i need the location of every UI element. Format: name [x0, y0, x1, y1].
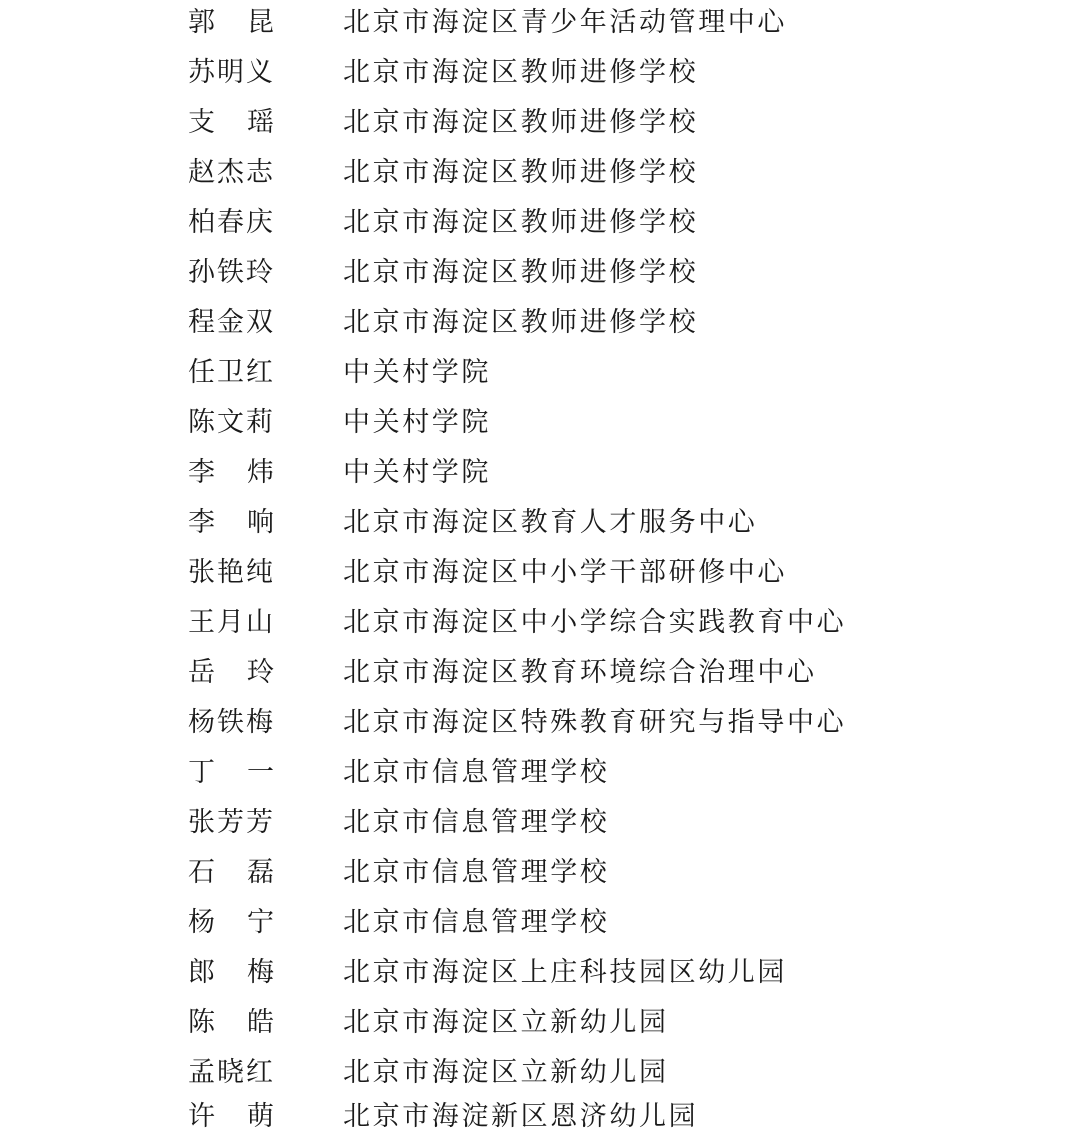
person-name: 任卫红 — [188, 357, 275, 388]
list-item — [0, 50, 1080, 100]
person-name: 苏明义 — [188, 57, 275, 88]
organization: 北京市海淀区教育人才服务中心 — [343, 507, 758, 538]
name-char: 支 — [188, 107, 215, 138]
person-name — [188, 953, 274, 993]
name-char: 磊 — [247, 857, 274, 888]
list-item — [0, 750, 1080, 800]
list-item — [0, 0, 1080, 50]
organization: 北京市海淀区中小学干部研修中心 — [343, 557, 787, 588]
name-char: 一 — [247, 757, 274, 788]
name-char: 郭 — [188, 7, 215, 38]
name-char: 瑶 — [247, 107, 274, 138]
list-item — [0, 200, 1080, 250]
person-name — [188, 903, 274, 943]
organization: 北京市信息管理学校 — [343, 907, 610, 938]
organization: 北京市海淀新区恩济幼儿园 — [343, 1101, 699, 1132]
organization: 北京市海淀区教育环境综合治理中心 — [343, 657, 817, 688]
organization: 北京市海淀区立新幼儿园 — [343, 1007, 669, 1038]
person-name — [188, 503, 274, 543]
list-item — [0, 1094, 1080, 1144]
organization: 中关村学院 — [343, 407, 491, 438]
organization: 北京市信息管理学校 — [343, 757, 610, 788]
person-name: 赵杰志 — [188, 157, 275, 188]
name-char: 李 — [188, 507, 215, 538]
name-char: 昆 — [247, 7, 274, 38]
person-name — [188, 1003, 274, 1043]
organization: 北京市海淀区教师进修学校 — [343, 307, 699, 338]
organization: 北京市信息管理学校 — [343, 807, 610, 838]
list-item — [0, 800, 1080, 850]
list-item — [0, 100, 1080, 150]
person-name — [188, 3, 274, 43]
organization: 中关村学院 — [343, 357, 491, 388]
name-char: 李 — [188, 457, 215, 488]
list-item — [0, 1000, 1080, 1050]
organization: 北京市海淀区特殊教育研究与指导中心 — [343, 707, 847, 738]
person-name: 陈文莉 — [188, 407, 275, 438]
list-item — [0, 500, 1080, 550]
organization: 北京市海淀区中小学综合实践教育中心 — [343, 607, 847, 638]
list-item — [0, 700, 1080, 750]
name-char: 宁 — [247, 907, 274, 938]
organization: 北京市海淀区上庄科技园区幼儿园 — [343, 957, 787, 988]
person-name — [188, 453, 274, 493]
person-name: 张艳纯 — [188, 557, 275, 588]
person-name: 柏春庆 — [188, 207, 275, 238]
name-char: 许 — [188, 1101, 215, 1132]
name-char: 岳 — [188, 657, 215, 688]
person-name — [188, 103, 274, 143]
list-item — [0, 850, 1080, 900]
person-name: 杨铁梅 — [188, 707, 275, 738]
organization: 北京市海淀区青少年活动管理中心 — [343, 7, 787, 38]
organization: 中关村学院 — [343, 457, 491, 488]
list-item — [0, 150, 1080, 200]
organization: 北京市海淀区教师进修学校 — [343, 107, 699, 138]
list-item — [0, 400, 1080, 450]
name-char: 梅 — [247, 957, 274, 988]
person-name: 王月山 — [188, 607, 275, 638]
name-char: 炜 — [247, 457, 274, 488]
person-name — [188, 1097, 274, 1137]
organization: 北京市海淀区教师进修学校 — [343, 207, 699, 238]
list-item — [0, 300, 1080, 350]
person-name — [188, 653, 274, 693]
list-item — [0, 1050, 1080, 1100]
name-char: 石 — [188, 857, 215, 888]
list-item — [0, 250, 1080, 300]
name-char: 郎 — [188, 957, 215, 988]
name-char: 杨 — [188, 907, 215, 938]
person-name — [188, 753, 274, 793]
name-char: 萌 — [247, 1101, 274, 1132]
organization: 北京市海淀区立新幼儿园 — [343, 1057, 669, 1088]
person-name: 孟晓红 — [188, 1057, 275, 1088]
name-char: 丁 — [188, 757, 215, 788]
person-name: 程金双 — [188, 307, 275, 338]
organization: 北京市海淀区教师进修学校 — [343, 257, 699, 288]
person-name — [188, 853, 274, 893]
list-item — [0, 600, 1080, 650]
list-item — [0, 650, 1080, 700]
person-name: 张芳芳 — [188, 807, 275, 838]
list-item — [0, 350, 1080, 400]
organization: 北京市海淀区教师进修学校 — [343, 57, 699, 88]
name-char: 皓 — [247, 1007, 274, 1038]
list-item — [0, 900, 1080, 950]
list-item — [0, 550, 1080, 600]
name-char: 玲 — [247, 657, 274, 688]
organization: 北京市信息管理学校 — [343, 857, 610, 888]
organization: 北京市海淀区教师进修学校 — [343, 157, 699, 188]
name-char: 陈 — [188, 1007, 215, 1038]
list-item — [0, 950, 1080, 1000]
name-char: 响 — [247, 507, 274, 538]
person-name: 孙铁玲 — [188, 257, 275, 288]
list-item — [0, 450, 1080, 500]
